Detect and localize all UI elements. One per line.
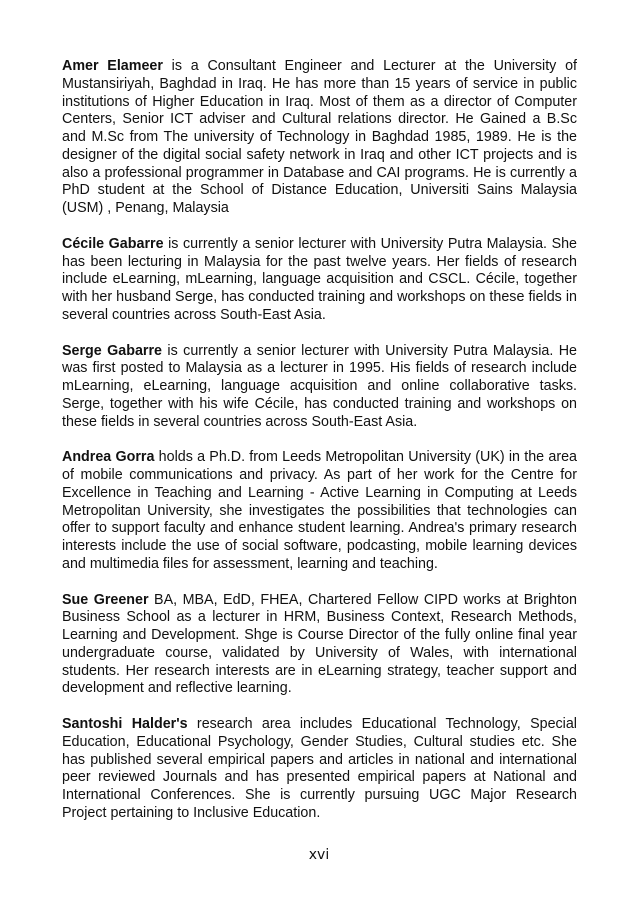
bio-text: BA, MBA, EdD, FHEA, Chartered Fellow CIPD works at Brighton Business School as a lecturer in HRM, Business Context, Research Methods, Learning and Development. Shge is Course Director of the fully online final year undergraduate course, validated by University of Wales, with international students. Her research interests are in eLearning strategy, teacher support and development and reflective learning. xyxy=(62,591,577,697)
bio-text: holds a Ph.D. from Leeds Metropolitan University (UK) in the area of mobile communications and privacy. As part of her work for the Centre for Excellence in Teaching and Learning - Active Learning in Computing at Leeds Metropolitan University, she investigates the possibilities that technologies can offer to support faculty and enhance student learning. Andrea's primary research interests include the use of social software, podcasting, mobile learning devices and multimedia files for assessment, learning and teaching. xyxy=(62,449,577,572)
bio-name: Amer Elameer xyxy=(62,58,163,74)
bio-andrea-gorra xyxy=(62,449,577,573)
bio-name: Cécile Gabarre xyxy=(62,235,164,252)
bio-santoshi-halder xyxy=(62,716,577,823)
bio-serge-gabarre xyxy=(62,343,577,432)
bio-name: Sue Greener xyxy=(62,591,149,608)
bio-amer-elameer xyxy=(62,58,577,218)
bio-text: is a Consultant Engineer and Lecturer at the University of Mustansiriyah, Baghdad in Iraq. He has more than 15 years of service in public institutions of Higher Education in Iraq. Most of them as a director of Computer Centers, Senior ICT adviser and Cultural relations director. He Gained a B.Sc and M.Sc from The university of Technology in Baghdad 1985, 1989. He is the designer of the digital social safety network in Iraq and other ICT projects and is also a professional programmer in Database and CAI programs. He is currently a PhD student at the School of Distance Education, Universiti Sains Malaysia (USM) , Penang, Malaysia xyxy=(62,58,577,216)
page-number: xvi xyxy=(308,847,330,863)
bio-name: Santoshi Halder's xyxy=(62,716,188,732)
bio-text: is currently a senior lecturer with University Putra Malaysia. She has been lecturing in Malaysia for the past twelve years. Her fields of research include eLearning, mLearning, language acquisition and CSCL. Cécile, together with her husband Serge, has conducted training and workshops on these fields in several countries across South-East Asia. xyxy=(62,235,578,323)
bio-text: research area includes Educational Technology, Special Education, Educational Psychology, Gender Studies, Cultural studies etc. She has published several empirical papers and articles in national and international peer reviewed Journals and has presented empirical papers at National and International Conferences. She is currently pursuing UGC Major Research Project pertaining to Inclusive Education. xyxy=(62,716,577,821)
page-content xyxy=(62,58,577,841)
bio-name: Serge Gabarre xyxy=(62,342,162,359)
bio-name: Andrea Gorra xyxy=(62,449,155,466)
bio-cecile-gabarre xyxy=(62,236,577,325)
bio-sue-greener xyxy=(62,592,577,699)
bio-text: is currently a senior lecturer with University Putra Malaysia. He was first posted to Malaysia as a lecturer in 1995. His fields of research include mLearning, eLearning, language acquisition and online collaborative tasks. Serge, together with his wife Cécile, has conducted training and workshops on these fields in several countries across South-East Asia. xyxy=(62,342,577,430)
